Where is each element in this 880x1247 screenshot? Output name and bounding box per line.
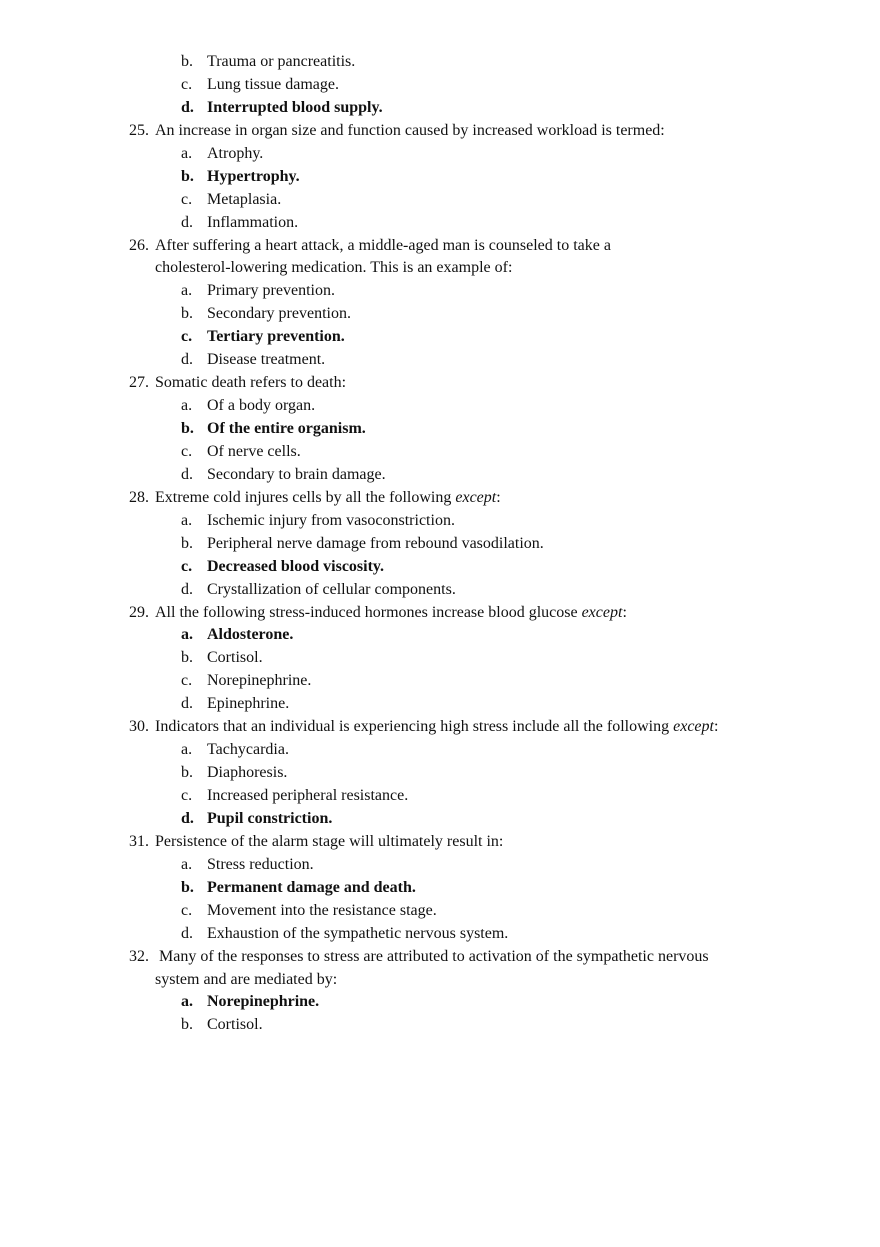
option-item-correct (129, 808, 779, 831)
option-text: Tertiary prevention. (207, 328, 345, 346)
question-text: After suffering a heart attack, a middle-aged man is counseled to take a (155, 236, 611, 254)
option-item (129, 464, 779, 487)
question-stem (129, 831, 779, 854)
question-number: 32. (129, 947, 149, 965)
question-text: All the following stress-induced hormones increase blood glucose (155, 603, 578, 621)
option-item (129, 533, 779, 556)
question-suffix: : (622, 603, 627, 621)
option-text: Of the entire organism. (207, 420, 366, 437)
option-letter: a. (181, 626, 193, 644)
option-item (129, 854, 779, 877)
option-letter: a. (181, 855, 193, 873)
option-item (129, 762, 779, 785)
question-stem (129, 120, 779, 143)
option-text: Disease treatment. (207, 351, 326, 369)
question-number: 31. (129, 832, 149, 850)
option-letter: a. (181, 993, 193, 1011)
option-letter: b. (181, 649, 193, 667)
option-item (129, 51, 779, 74)
option-letter: b. (181, 1016, 193, 1034)
question-number: 26. (129, 236, 149, 254)
option-letter: c. (181, 672, 193, 690)
question-suffix: : (713, 718, 719, 736)
option-letter: c. (181, 75, 193, 93)
question-stem-continued (129, 969, 779, 992)
question-emphasis: except (581, 603, 623, 621)
question-number: 30. (129, 718, 149, 736)
question-text: Extreme cold injures cells by all the following (155, 488, 452, 506)
question-emphasis: except (455, 488, 497, 506)
option-item-correct (129, 326, 779, 349)
option-item (129, 670, 779, 693)
option-item (129, 395, 779, 418)
option-letter: d. (181, 351, 193, 369)
option-letter: c. (181, 328, 193, 346)
option-letter: c. (181, 557, 193, 575)
question-stem (129, 372, 779, 395)
question-stem (129, 235, 779, 258)
option-item (129, 303, 779, 326)
option-item-correct (129, 991, 779, 1014)
option-letter: a. (181, 741, 193, 759)
option-item (129, 579, 779, 602)
question-text: cholesterol-lowering medication. This is an example of: (155, 259, 513, 277)
option-item (129, 693, 779, 716)
question-list (129, 51, 779, 1037)
option-item (129, 1014, 779, 1037)
option-letter: a. (181, 397, 193, 415)
option-text: Aldosterone. (207, 626, 294, 644)
option-item (129, 923, 779, 946)
option-item-correct (129, 624, 779, 647)
option-letter: b. (181, 878, 194, 896)
option-letter: b. (181, 534, 193, 552)
option-item (129, 510, 779, 533)
option-item (129, 739, 779, 762)
question-stem-continued (129, 257, 779, 280)
question-number: 28. (129, 488, 149, 506)
option-letter: d. (181, 213, 193, 231)
question-number: 29. (129, 603, 149, 621)
option-letter: d. (181, 924, 193, 942)
option-text: Norepinephrine. (207, 993, 320, 1011)
question-stem (129, 602, 779, 625)
question-suffix: : (496, 488, 501, 506)
option-text: Tachycardia. (207, 741, 289, 759)
option-text: Metaplasia. (207, 190, 282, 208)
option-text: Movement into the resistance stage. (207, 901, 437, 919)
option-letter: d. (181, 695, 193, 713)
option-item (129, 647, 779, 670)
option-letter: a. (181, 144, 193, 162)
option-letter: d. (181, 580, 193, 598)
option-letter: b. (181, 420, 194, 437)
option-letter: b. (181, 167, 194, 185)
option-text: Cortisol. (207, 649, 263, 667)
option-text: Atrophy. (207, 144, 264, 162)
option-letter: d. (181, 809, 194, 827)
question-text: Persistence of the alarm stage will ultimately result in: (155, 832, 504, 850)
option-letter: b. (181, 764, 193, 782)
option-text: Primary prevention. (207, 282, 335, 300)
option-text: Increased peripheral resistance. (207, 787, 409, 804)
option-item (129, 349, 779, 372)
question-text: Somatic death refers to death: (155, 374, 347, 392)
option-letter: d. (181, 465, 193, 483)
option-item-correct (129, 877, 779, 900)
option-text: Stress reduction. (207, 855, 314, 873)
question-number: 27. (129, 374, 149, 392)
option-letter: c. (181, 901, 193, 919)
option-letter: c. (181, 442, 193, 460)
option-text: Inflammation. (207, 213, 299, 231)
option-text: Exhaustion of the sympathetic nervous system. (207, 924, 509, 942)
option-letter: c. (181, 787, 193, 804)
option-text: Secondary to brain damage. (207, 465, 386, 483)
question-text: An increase in organ size and function caused by increased workload is termed: (155, 121, 665, 139)
question-stem (129, 946, 779, 969)
option-item (129, 280, 779, 303)
option-text: Cortisol. (207, 1016, 263, 1034)
option-text: Decreased blood viscosity. (207, 557, 385, 575)
option-text: Hypertrophy. (207, 167, 300, 185)
option-item (129, 212, 779, 235)
option-text: Permanent damage and death. (207, 878, 416, 896)
option-item (129, 785, 779, 808)
option-text: Crystallization of cellular components. (207, 580, 456, 598)
option-text: Interrupted blood supply. (207, 98, 383, 116)
option-letter: b. (181, 305, 193, 323)
option-letter: a. (181, 511, 193, 529)
option-text: Norepinephrine. (207, 672, 312, 690)
question-text: Many of the responses to stress are attributed to activation of the sympathetic nervous (155, 947, 709, 965)
option-item (129, 143, 779, 166)
option-text: Diaphoresis. (207, 764, 288, 782)
question-emphasis: except (673, 718, 714, 736)
option-text: Lung tissue damage. (207, 75, 339, 93)
option-item-correct (129, 418, 779, 441)
option-letter: d. (181, 98, 194, 116)
question-stem (129, 716, 779, 739)
question-stem (129, 487, 779, 510)
option-text: Peripheral nerve damage from rebound vasodilation. (207, 534, 544, 552)
question-text: system and are mediated by: (155, 970, 338, 988)
question-number: 25. (129, 121, 149, 139)
option-item (129, 441, 779, 464)
option-text: Epinephrine. (207, 695, 290, 713)
option-text: Pupil constriction. (207, 809, 333, 827)
question-text: Indicators that an individual is experiencing high stress include all the following (155, 718, 670, 736)
option-letter: a. (181, 282, 193, 300)
option-text: Trauma or pancreatitis. (207, 53, 356, 70)
option-item (129, 189, 779, 212)
option-text: Secondary prevention. (207, 305, 351, 323)
option-letter: b. (181, 53, 193, 70)
option-letter: c. (181, 190, 193, 208)
option-text: Of nerve cells. (207, 442, 301, 460)
option-text: Ischemic injury from vasoconstriction. (207, 511, 455, 529)
option-item-correct (129, 166, 779, 189)
option-item-correct (129, 556, 779, 579)
option-text: Of a body organ. (207, 397, 316, 415)
option-item (129, 74, 779, 97)
option-item (129, 900, 779, 923)
option-item-correct (129, 97, 779, 120)
